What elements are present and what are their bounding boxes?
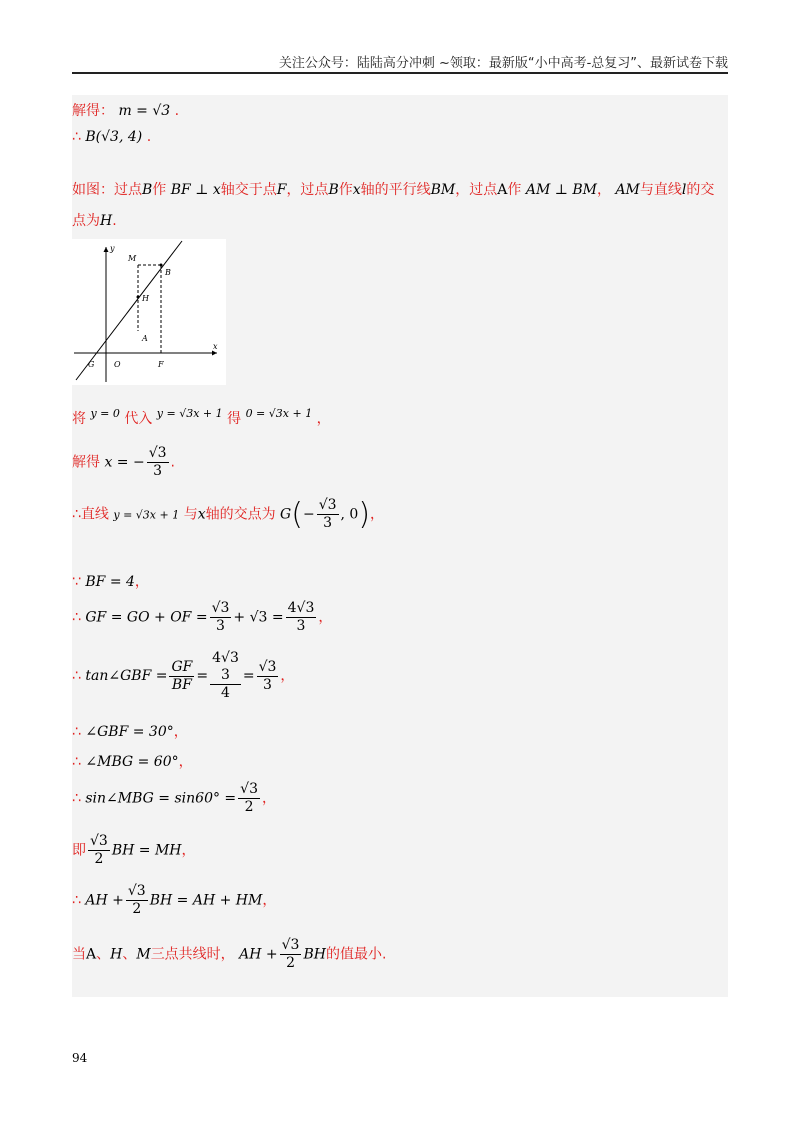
denominator: 3	[323, 515, 333, 531]
text: 三点共线时，	[150, 946, 235, 963]
numerator: GF	[171, 658, 193, 675]
var: G	[280, 506, 292, 523]
text: ，	[181, 842, 196, 859]
text: 的值最小.	[325, 946, 387, 963]
equation: ∠MBG = 60°	[85, 754, 179, 770]
text: ，	[173, 724, 188, 740]
numerator: √3	[258, 658, 277, 675]
text: 、	[122, 946, 137, 963]
var: BM	[430, 182, 456, 198]
text: 与	[183, 506, 198, 523]
label-o: O	[114, 360, 121, 369]
solution-panel	[72, 95, 728, 997]
label-a: A	[142, 334, 148, 343]
therefore-symbol: ∴	[72, 609, 81, 626]
var: x	[197, 506, 206, 523]
text: 作	[338, 182, 353, 198]
numerator: √3	[211, 600, 230, 616]
label-x: x	[213, 342, 218, 351]
equation: m = √3	[118, 103, 171, 119]
denominator: 2	[244, 799, 254, 815]
because-symbol: ∵	[72, 574, 81, 590]
numerator: √3	[281, 937, 300, 953]
var: AM	[615, 182, 640, 198]
text: ，	[261, 790, 276, 807]
solution-line-8	[72, 571, 149, 591]
equation: BF = 4	[85, 574, 135, 590]
label-f: F	[158, 360, 164, 369]
solution-line-9	[72, 600, 332, 635]
numerator: 4√3	[287, 600, 315, 616]
text: ，	[370, 506, 385, 523]
solution-line-4	[72, 210, 117, 230]
text: 与直线	[639, 182, 682, 198]
equation: GF = GO + OF =	[85, 609, 208, 626]
text: .	[112, 213, 117, 229]
equation: + √3 =	[233, 609, 284, 626]
text: ，过点	[286, 182, 329, 198]
text: .	[174, 103, 180, 119]
numerator	[210, 650, 241, 685]
paren-close: )	[358, 497, 371, 532]
text: ，	[596, 182, 611, 198]
inner-top: 4√3	[212, 650, 239, 666]
equation: ∠GBF = 30°	[85, 724, 174, 740]
text: 作	[152, 182, 167, 198]
paren-open: (	[291, 497, 303, 532]
text: 轴的平行线	[360, 182, 431, 198]
var: l	[681, 182, 687, 198]
text: 解得：	[72, 103, 114, 119]
var: F	[276, 182, 287, 198]
solution-line-12	[72, 751, 193, 771]
complex-fraction	[210, 650, 241, 702]
y-axis-arrow	[104, 247, 109, 252]
equation: 0 = √3x + 1	[245, 407, 313, 420]
solution-line-14	[72, 833, 196, 868]
header-divider	[72, 72, 728, 74]
therefore-symbol: ∴	[72, 754, 81, 770]
text: ∴直线	[72, 506, 109, 523]
equation: y = 0	[90, 407, 120, 420]
equation: y = √3x + 1	[156, 407, 223, 420]
equation: AH +	[239, 946, 278, 963]
point-b-coordinates: B(√3, 4)	[85, 129, 143, 145]
equation: tan∠GBF =	[85, 668, 168, 684]
text: 代入	[124, 411, 153, 427]
text: ，	[316, 411, 331, 427]
denominator: 3	[153, 463, 163, 479]
denominator: 3	[263, 676, 272, 693]
text: 解得	[72, 454, 100, 471]
text: 、	[96, 946, 111, 963]
point-b	[160, 264, 163, 267]
figure-svg	[72, 239, 226, 385]
solution-line-13	[72, 781, 276, 816]
text: ，	[134, 574, 149, 590]
fraction	[88, 833, 110, 868]
text: 点为	[72, 213, 100, 229]
therefore-symbol: ∴	[72, 790, 81, 807]
text: 如图：过点	[72, 182, 142, 198]
text: 作	[507, 182, 522, 198]
fraction	[147, 445, 169, 480]
text: ，	[262, 892, 277, 909]
fraction	[210, 600, 232, 635]
text: =	[196, 668, 209, 684]
label-y: y	[110, 244, 115, 253]
text: , 0	[340, 506, 359, 523]
var: x	[352, 182, 361, 198]
page-header: 关注公众号：陆陆高分冲刺 ~领取：最新版“小中高考-总复习”、最新试卷下载	[278, 56, 728, 71]
therefore-symbol: ∴	[72, 724, 81, 740]
numerator: √3	[318, 497, 337, 513]
equation: x = −	[104, 454, 145, 471]
solution-line-2	[72, 129, 151, 145]
text: ，过点	[455, 182, 498, 198]
denominator: 3	[216, 618, 225, 634]
solution-line-15	[72, 883, 276, 918]
equation: BH = MH	[111, 842, 182, 859]
x-axis-arrow	[212, 351, 217, 356]
text: 轴的交点为	[205, 506, 276, 523]
text: ，	[318, 609, 333, 626]
solution-line-11	[72, 721, 188, 741]
numerator: √3	[127, 883, 146, 899]
text: 当	[72, 946, 86, 963]
coordinate-figure	[72, 239, 226, 385]
var: H	[100, 213, 113, 229]
var: H	[110, 946, 123, 963]
label-h: H	[142, 294, 149, 303]
therefore-symbol: ∴	[72, 129, 81, 145]
solution-line-3	[72, 179, 714, 199]
label-b: B	[165, 268, 171, 277]
text: .	[146, 129, 152, 145]
solution-line-7: ∴直线 y = √3x + 1 与x轴的交点为 G(− $\frac{√3}{3}$ , 0)，	[72, 497, 385, 532]
equation: AM ⊥ BM	[525, 182, 597, 198]
equation: BH = AH + HM	[149, 892, 263, 909]
denominator: 2	[94, 851, 104, 867]
label-g: G	[88, 360, 95, 369]
therefore-symbol: ∴	[72, 668, 81, 684]
solution-line-16	[72, 937, 386, 972]
var: A	[86, 946, 97, 963]
numerator: √3	[90, 833, 108, 849]
text: =	[242, 668, 255, 684]
equation: BF ⊥ x	[170, 182, 221, 198]
numerator: √3	[240, 781, 258, 797]
text: ，	[280, 668, 295, 684]
fraction	[238, 781, 260, 816]
fraction	[126, 883, 148, 918]
var: B	[328, 182, 339, 198]
fraction	[317, 497, 339, 532]
equation: y = √3x + 1	[113, 508, 180, 522]
text: 的交	[686, 182, 715, 198]
therefore-symbol: ∴	[72, 892, 81, 909]
equation: AH +	[85, 892, 124, 909]
text: .	[170, 454, 175, 471]
var: A	[497, 182, 508, 198]
var: BH	[303, 946, 326, 963]
equation: sin∠MBG = sin60° =	[85, 790, 237, 807]
text: ，	[178, 754, 193, 770]
var: M	[136, 946, 151, 963]
solution-line-10	[72, 650, 294, 702]
fraction	[257, 659, 279, 694]
text: 轴交于点	[220, 182, 277, 198]
page-number: 94	[72, 1051, 88, 1065]
denominator: 2	[286, 955, 296, 971]
solution-line-6	[72, 445, 175, 480]
solution-line-5	[72, 407, 331, 428]
fraction	[286, 600, 317, 635]
numerator: √3	[148, 445, 167, 461]
label-m: M	[128, 254, 137, 263]
text: 即	[72, 842, 86, 859]
text: 将	[72, 411, 86, 427]
point-h	[137, 296, 140, 299]
var: B	[142, 182, 153, 198]
denominator: 4	[221, 685, 230, 701]
text: 得	[227, 411, 242, 427]
solution-line-1	[72, 100, 179, 120]
fraction	[280, 937, 302, 972]
inner-mid: 3	[221, 667, 230, 683]
fraction	[169, 659, 194, 694]
denominator: BF	[171, 676, 192, 693]
denominator: 2	[132, 901, 142, 917]
denominator: 3	[296, 618, 306, 634]
